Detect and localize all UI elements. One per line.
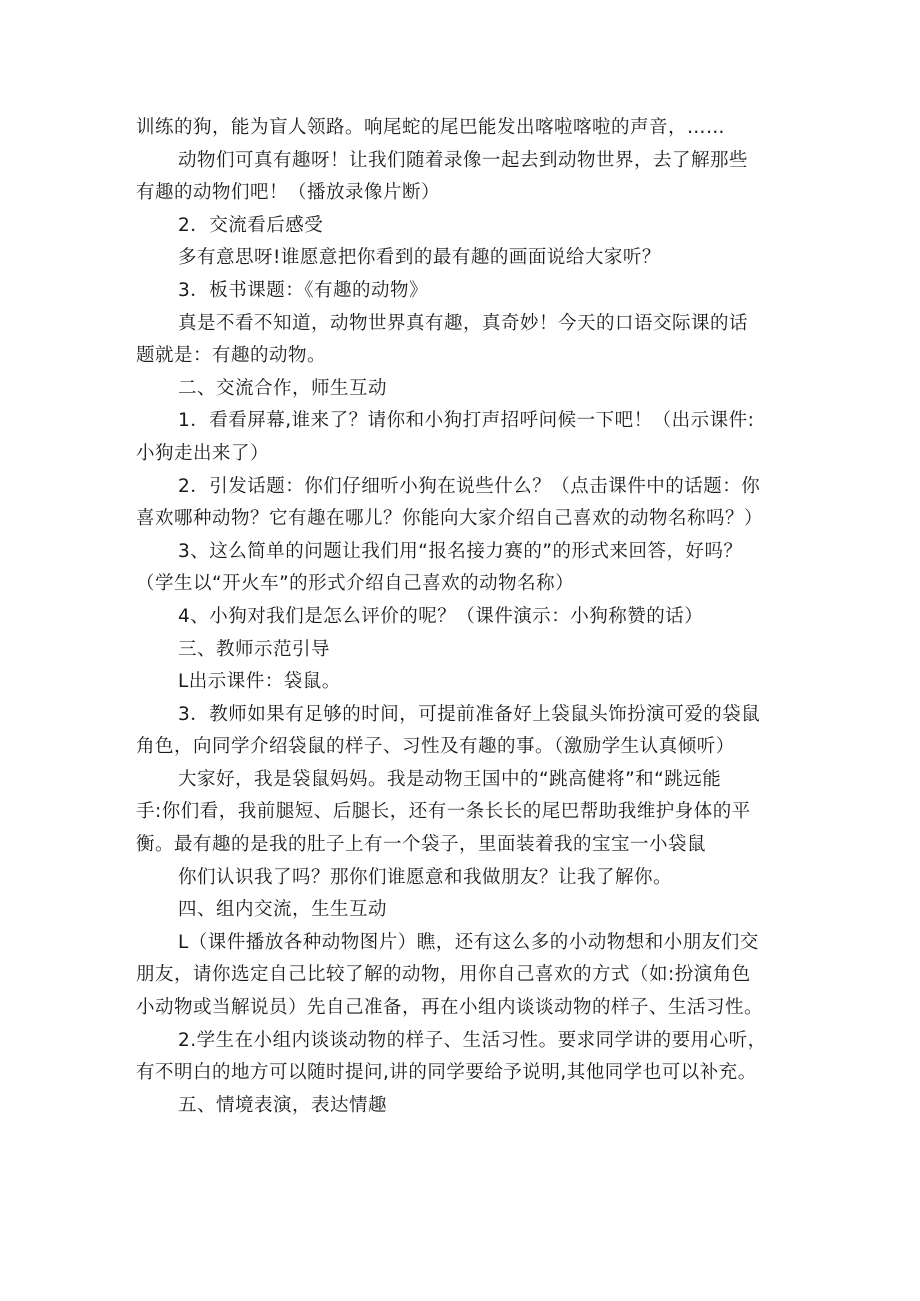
text-line: 喜欢哪种动物？它有趣在哪儿？你能向大家介绍自己喜欢的动物名称吗？） xyxy=(136,508,764,530)
text-line: 二、交流合作，师生互动 xyxy=(178,377,388,399)
text-line: 角色，向同学介绍袋鼠的样子、习性及有趣的事。（激励学生认真倾听） xyxy=(136,736,735,758)
text-line: 动物们可真有趣呀！让我们随着录像一起去到动物世界，去了解那些 xyxy=(178,149,749,171)
text-line: 题就是：有趣的动物。 xyxy=(136,345,327,367)
text-line: 衡。最有趣的是我的肚子上有一个袋子，里面装着我的宝宝一小袋鼠 xyxy=(136,834,707,856)
text-line: 朋友，请你选定自己比较了解的动物，用你自己喜欢的方式（如:扮演角色 xyxy=(136,964,751,986)
text-line: 2．引发话题：你们仔细听小狗在说些什么？（点击课件中的话题：你 xyxy=(178,475,761,497)
text-line: 2.学生在小组内谈谈动物的样子、生活习性。要求同学讲的要用心听， xyxy=(178,1029,767,1051)
text-line: L（课件播放各种动物图片）瞧，还有这么多的小动物想和小朋友们交 xyxy=(178,931,759,953)
text-line: 五、情境表演，表达情趣 xyxy=(178,1094,388,1116)
text-line: 3、这么简单的问题让我们用“报名接力赛的”的形式来回答，好吗？ xyxy=(178,540,743,562)
text-line: 大家好，我是袋鼠妈妈。我是动物王国中的“跳高健将”和“跳远能 xyxy=(178,768,722,790)
text-line: 你们认识我了吗？那你们谁愿意和我做朋友？让我了解你。 xyxy=(178,866,673,888)
text-line: 4、小狗对我们是怎么评价的呢？（课件演示：小狗称赞的话） xyxy=(178,605,704,627)
text-line: 小动物或当解说员）先自己准备，再在小组内谈谈动物的样子、生活习性。 xyxy=(136,997,764,1019)
text-line: 真是不看不知道，动物世界真有趣，真奇妙！今天的口语交际课的话 xyxy=(178,312,749,334)
text-line: 有不明白的地方可以随时提问,讲的同学要给予说明,其他同学也可以补充。 xyxy=(136,1062,757,1084)
text-line: 小狗走出来了） xyxy=(136,442,270,464)
text-line: 1．看看屏幕,谁来了？请你和小狗打声招呼问候一下吧！（出示课件: xyxy=(178,410,755,432)
document-body xyxy=(136,112,796,1122)
text-line: 3．教师如果有足够的时间，可提前准备好上袋鼠头饰扮演可爱的袋鼠 xyxy=(178,703,761,725)
text-line: 四、组内交流，生生互动 xyxy=(178,899,388,921)
text-line: 3．板书课题：《有趣的动物》 xyxy=(178,279,429,301)
text-line: L出示课件：袋鼠。 xyxy=(178,671,341,693)
text-line: 手:你们看，我前腿短、后腿长，还有一条长长的尾巴帮助我维护身体的平 xyxy=(136,801,751,823)
text-line: 有趣的动物们吧！（播放录像片断） xyxy=(136,182,441,204)
text-line: 三、教师示范引导 xyxy=(178,638,331,660)
text-line: 多有意思呀!谁愿意把你看到的最有趣的画面说给大家听？ xyxy=(178,247,661,269)
text-line: 训练的狗，能为盲人领路。响尾蛇的尾巴能发出喀啦喀啦的声音，…… xyxy=(136,117,726,138)
text-line: （学生以“开火车”的形式介绍自己喜欢的动物名称） xyxy=(136,573,575,595)
text-line: 2．交流看后感受 xyxy=(178,214,324,236)
